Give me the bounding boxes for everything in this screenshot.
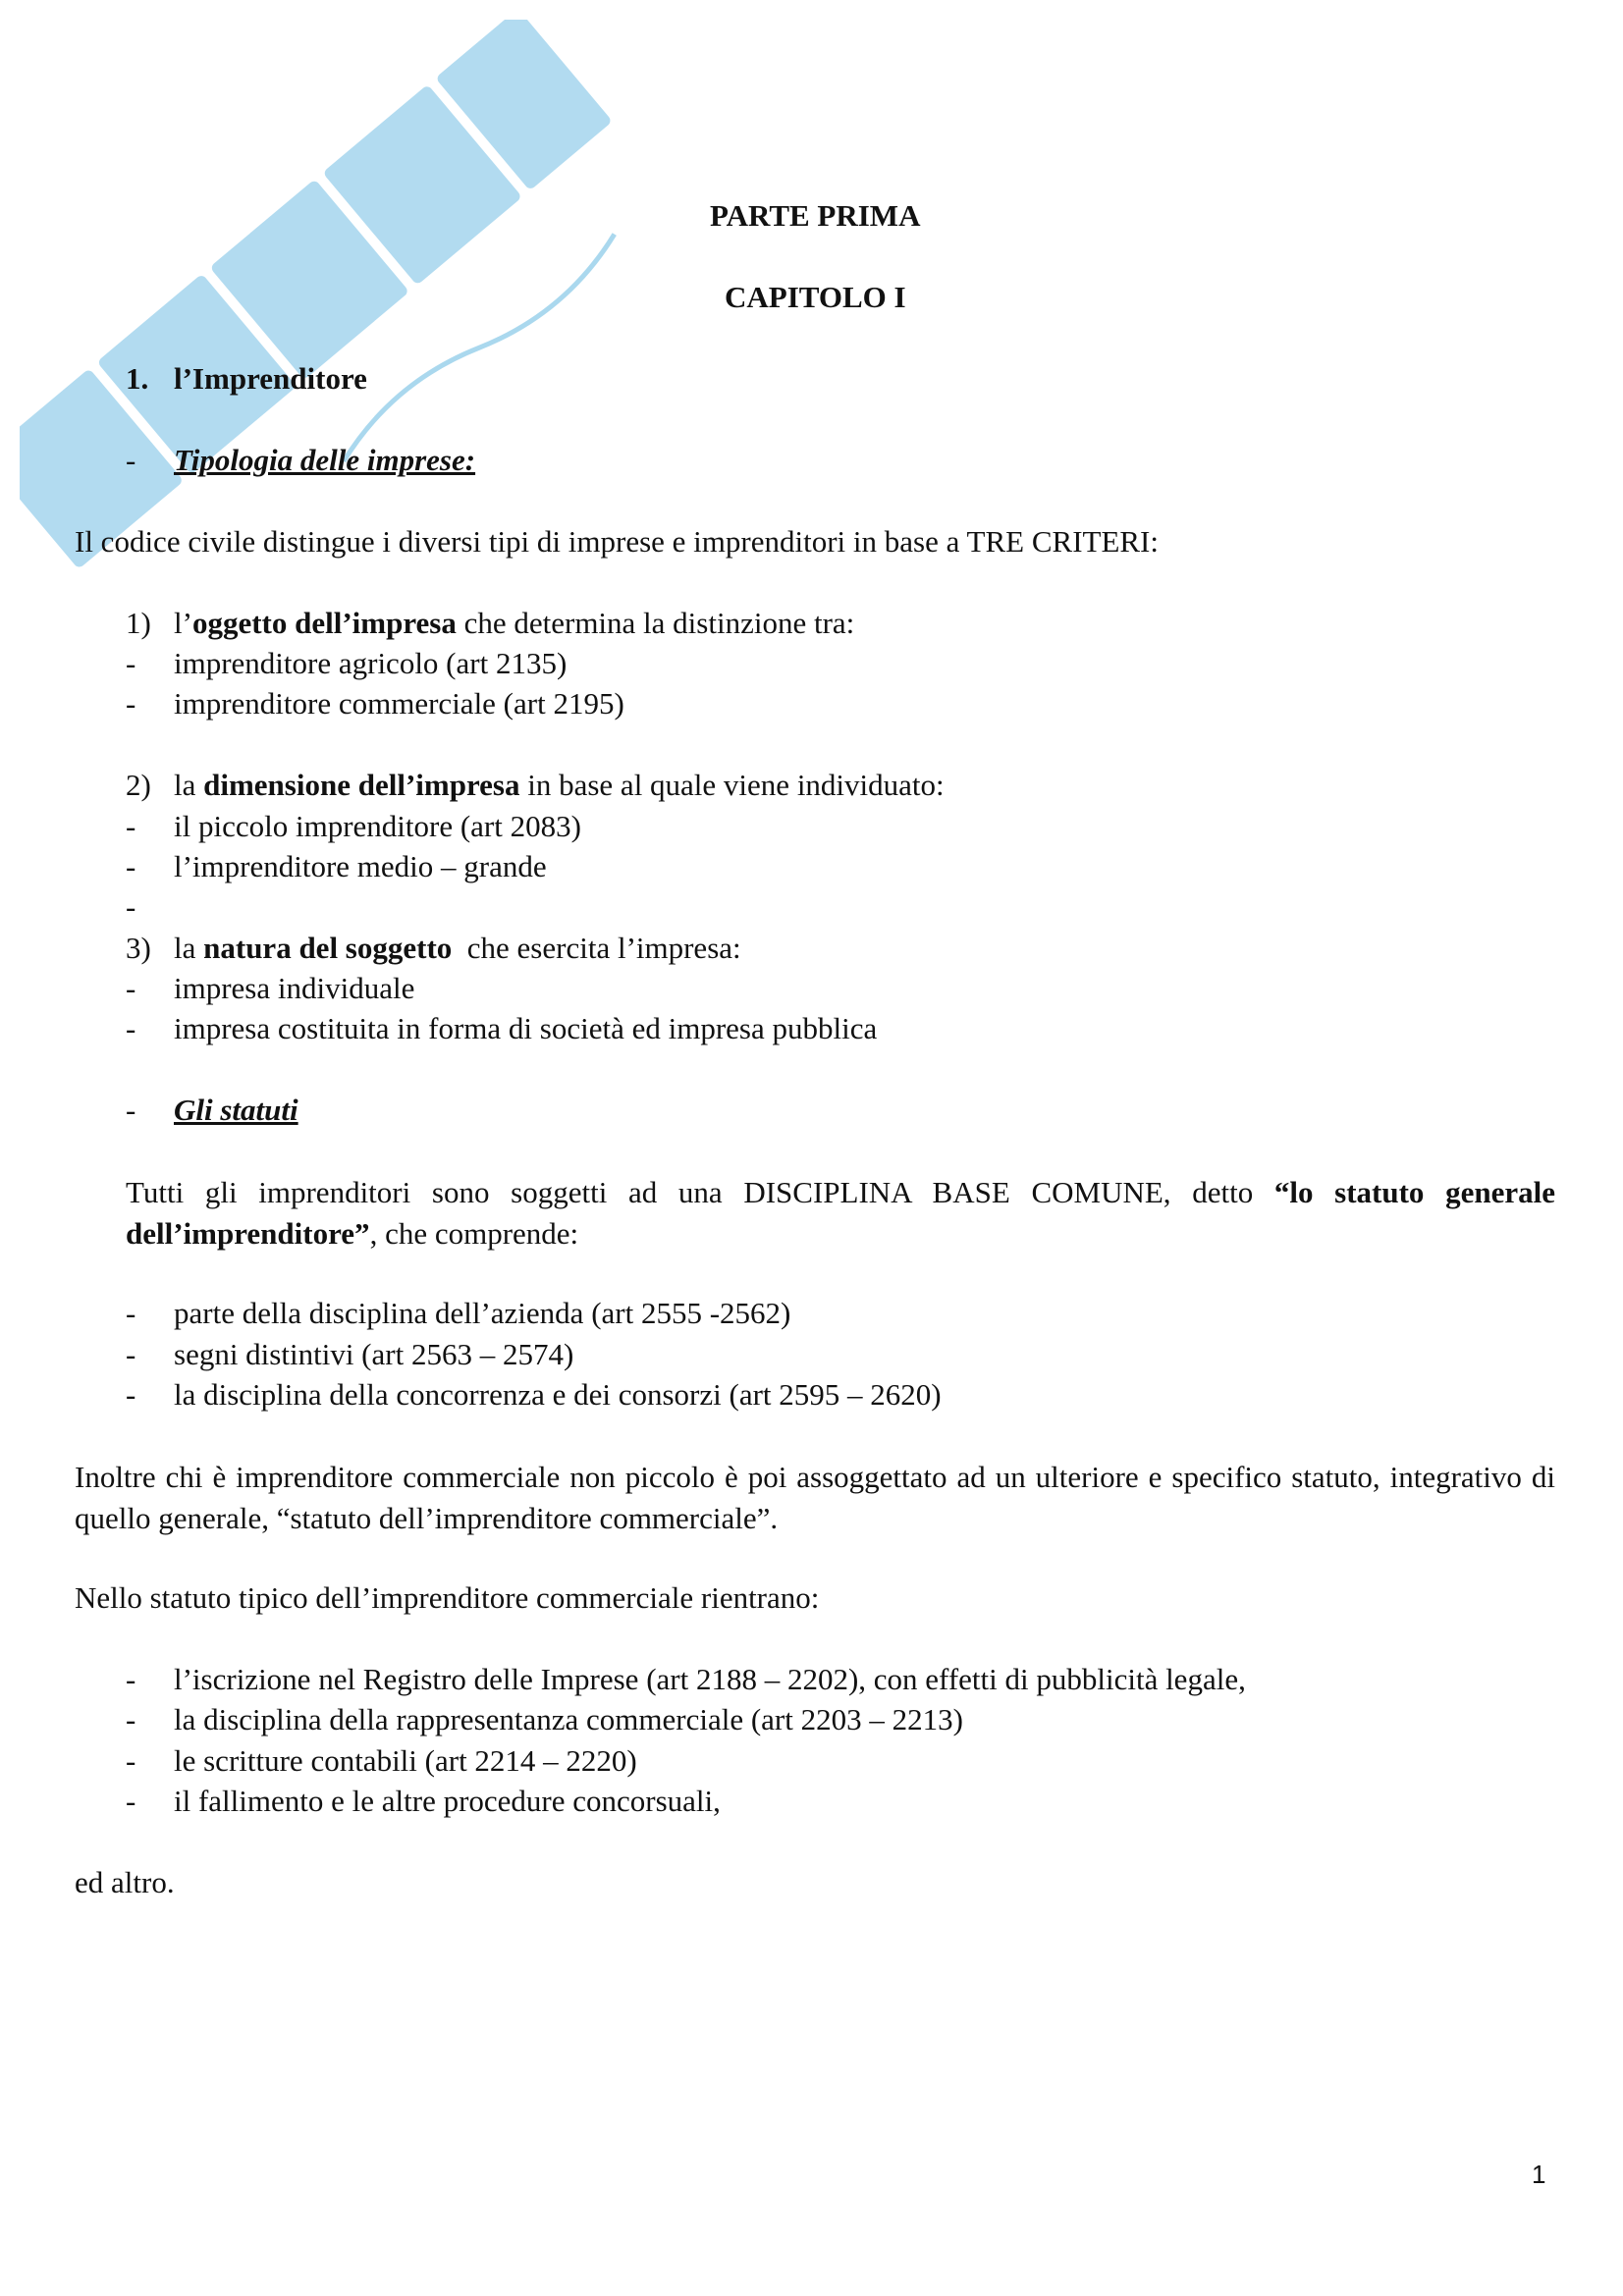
- list-dash: -: [126, 1296, 136, 1330]
- closing-text: ed altro.: [75, 1865, 175, 1899]
- list-dash: -: [126, 1662, 136, 1696]
- list-item: l’iscrizione nel Registro delle Imprese (art 2188 – 2202), con effetti di pubblicità legale,: [174, 1662, 1246, 1696]
- list-dash: -: [126, 849, 136, 883]
- statuti-dash: -: [126, 1093, 136, 1127]
- page-number: 1: [1532, 2160, 1546, 2189]
- tipologia-dash: -: [126, 443, 136, 477]
- criterion-number: 3): [126, 931, 151, 965]
- list-dash: -: [126, 1011, 136, 1045]
- skuola-watermark-logo: [20, 20, 766, 609]
- criterion-bold: dimensione dell’impresa: [203, 768, 520, 802]
- list-dash: -: [126, 1337, 136, 1371]
- chapter-heading: CAPITOLO I: [725, 280, 906, 314]
- list-dash: -: [126, 1743, 136, 1778]
- list-dash: -: [126, 686, 136, 721]
- criterion-pre: l’: [174, 606, 192, 640]
- statuti-para-post: , che comprende:: [369, 1216, 579, 1251]
- list-item: il piccolo imprenditore (art 2083): [174, 809, 581, 843]
- criterion-text: [174, 929, 741, 968]
- part-heading: PARTE PRIMA: [710, 198, 921, 233]
- criterion-pre: la: [174, 931, 204, 965]
- criterion-post: che determina la distinzione tra:: [456, 606, 855, 640]
- statuti-paragraph: [126, 1172, 1555, 1255]
- list-dash: -: [126, 1702, 136, 1736]
- list-item: segni distintivi (art 2563 – 2574): [174, 1337, 574, 1371]
- list-item: imprenditore agricolo (art 2135): [174, 646, 568, 680]
- list-item: impresa costituita in forma di società ed impresa pubblica: [174, 1011, 878, 1045]
- tipologia-heading: Tipologia delle imprese:: [174, 443, 476, 477]
- criterion-number: 1): [126, 606, 151, 640]
- list-item: l’imprenditore medio – grande: [174, 849, 547, 883]
- list-item: la disciplina della rappresentanza commerciale (art 2203 – 2213): [174, 1702, 963, 1736]
- criterion-bold: oggetto dell’impresa: [191, 606, 457, 640]
- section-number: 1.: [126, 361, 149, 396]
- list-dash: -: [126, 971, 136, 1005]
- criterion-number: 2): [126, 768, 151, 802]
- list-item: parte della disciplina dell’azienda (art 2555 -2562): [174, 1296, 791, 1330]
- statuti-para-pre: Tutti gli imprenditori sono soggetti ad una DISCIPLINA BASE COMUNE, detto: [126, 1175, 1274, 1209]
- statuti-paragraph-3: Nello statuto tipico dell’imprenditore commerciale rientrano:: [75, 1580, 820, 1615]
- statuti-para-bold: “lo statuto generale dell’imprenditore”: [126, 1175, 1556, 1251]
- list-item: impresa individuale: [174, 971, 415, 1005]
- criterion-bold: natura del soggetto: [203, 931, 453, 965]
- criterion-text: [174, 604, 854, 643]
- criterion-post: in base al quale viene individuato:: [519, 768, 945, 802]
- criterion-text: [174, 766, 945, 805]
- section-title: l’Imprenditore: [174, 361, 367, 396]
- list-item: il fallimento e le altre procedure concorsuali,: [174, 1784, 721, 1818]
- list-dash: -: [126, 889, 136, 924]
- list-item: le scritture contabili (art 2214 – 2220): [174, 1743, 637, 1778]
- tipologia-intro: Il codice civile distingue i diversi tipi di imprese e imprenditori in base a TRE CRITERI:: [75, 524, 1159, 559]
- criterion-post: che esercita l’impresa:: [452, 931, 741, 965]
- list-item: imprenditore commerciale (art 2195): [174, 686, 624, 721]
- criterion-pre: la: [174, 768, 204, 802]
- statuti-paragraph-2: Inoltre chi è imprenditore commerciale non piccolo è poi assoggettato ad un ulteriore e specifico statuto, integrativo di quello generale, “statuto dell’imprenditore commerciale”.: [75, 1460, 1555, 1535]
- statuti-heading: Gli statuti: [174, 1093, 298, 1127]
- list-dash: -: [126, 1784, 136, 1818]
- list-dash: -: [126, 1377, 136, 1412]
- list-item: la disciplina della concorrenza e dei consorzi (art 2595 – 2620): [174, 1377, 942, 1412]
- list-dash: -: [126, 646, 136, 680]
- list-dash: -: [126, 809, 136, 843]
